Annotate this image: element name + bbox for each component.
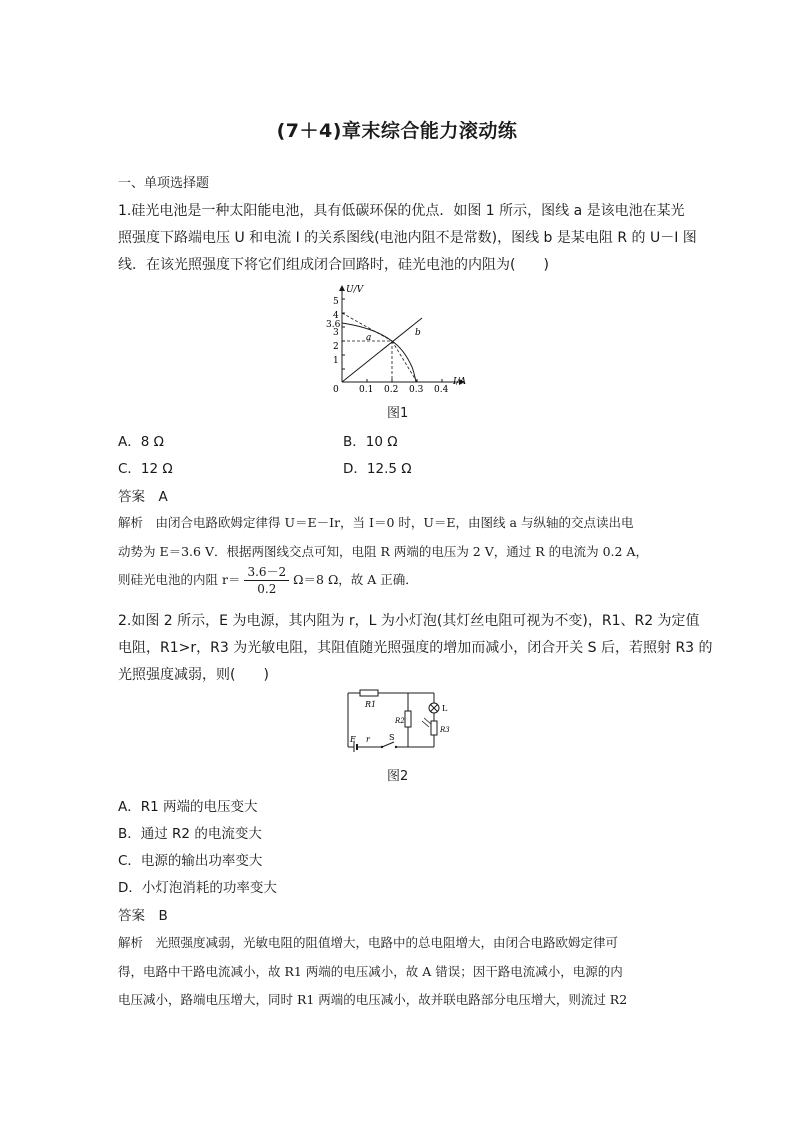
q1-analysis-line-1: 解析 由闭合电路欧姆定律得 U＝E－Ir，当 I＝0 时，U＝E，由图线 a 与纵轴的交点读出电 (118, 515, 634, 530)
q1-analysis-line-3-suffix: Ω＝8 Ω，故 A 正确． (293, 572, 418, 587)
y-tick-1: 1 (333, 356, 339, 366)
q2-analysis-line-3: 电压减小，路端电压增大，同时 R1 两端的电压减小，故并联电路部分电压增大，则流过 R2 (118, 992, 628, 1007)
figure-1-caption: 图1 (387, 406, 409, 421)
resistor-r2 (405, 711, 411, 727)
figure-1-ui-graph (322, 282, 482, 394)
q2-analysis-line-1: 解析 光照强度减弱，光敏电阻的阻值增大，电路中的总电阻增大，由闭合电路欧姆定律可 (118, 935, 619, 950)
q2-text-line-1: 2.如图 2 所示，E 为电源，其内阻为 r，L 为小灯泡(其灯丝电阻可视为不变)，R1、R2 为定值 (118, 613, 700, 629)
q1-analysis-line-2: 动势为 E＝3.6 V．根据两图线交点可知，电阻 R 两端的电压为 2 V，通过 R 的电流为 0.2 A， (118, 544, 648, 559)
line-b (342, 318, 422, 382)
q1-answer: 答案 A (118, 489, 168, 505)
q2-answer: 答案 B (118, 908, 168, 924)
q2-text-line-2: 电阻，R1>r，R3 为光敏电阻，其阻值随光照强度的增加而减小，闭合开关 S 后，若照射 R3 的 (118, 640, 713, 656)
label-r2: R2 (395, 717, 405, 725)
q1-text-line-2: 照强度下路端电压 U 和电流 I 的关系图线(电池内阻不是常数)，图线 b 是某电阻 R 的 U－I 图 (118, 230, 697, 246)
fraction-denominator: 0.2 (257, 582, 277, 596)
q1-analysis-line-3 (118, 564, 418, 597)
q1-text-line-3: 线．在该光照强度下将它们组成闭合回路时，硅光电池的内阻为( ) (118, 257, 549, 273)
resistance-fraction (244, 564, 289, 597)
x-axis-label: I/A (453, 377, 467, 387)
label-r: r (366, 735, 370, 744)
q2-option-b: B．通过 R2 的电流变大 (118, 826, 262, 842)
y-tick-4: 4 (333, 311, 339, 321)
y-tick-5: 5 (333, 297, 339, 307)
y-axis-label: U/V (346, 285, 364, 295)
q1-option-a: A．8 Ω (118, 434, 164, 450)
q2-analysis-line-2: 得，电路中干路电流减小，故 R1 两端的电压减小，故 A 错误；因干路电流减小，电源的内 (118, 964, 623, 979)
photoresistor-r3 (431, 721, 437, 735)
q2-option-d: D．小灯泡消耗的功率变大 (118, 880, 277, 896)
figure-2-caption: 图2 (387, 769, 409, 784)
x-tick-0-1: 0.1 (359, 385, 374, 394)
tangent-dashed-line-extension (392, 341, 417, 382)
resistor-r1 (360, 690, 378, 696)
section-heading: 一、单项选择题 (118, 176, 210, 191)
y-tick-2: 2 (333, 342, 339, 352)
y-tick-3-6: 3.6 (326, 320, 341, 330)
origin-label: 0 (333, 385, 339, 394)
figure-2-circuit-diagram (340, 685, 460, 757)
q1-analysis-line-3-prefix: 则硅光电池的内阻 r＝ (118, 572, 241, 587)
q2-option-c: C．电源的输出功率变大 (118, 853, 263, 869)
y-tick-3: 3 (333, 328, 339, 338)
label-r3: R3 (440, 726, 450, 734)
curve-a-label: a (366, 333, 372, 343)
q1-option-b: B．10 Ω (343, 434, 398, 450)
label-r1: R1 (365, 700, 377, 709)
q2-option-a: A．R1 两端的电压变大 (118, 799, 258, 815)
x-tick-0-4: 0.4 (434, 385, 449, 394)
fraction-numerator: 3.6－2 (244, 564, 289, 581)
switch-s (382, 742, 394, 747)
x-tick-0-3: 0.3 (409, 385, 424, 394)
q1-option-c: C．12 Ω (118, 461, 173, 477)
label-e: E (350, 735, 356, 744)
q1-option-d: D．12.5 Ω (343, 461, 412, 477)
x-tick-0-2: 0.2 (384, 385, 399, 394)
label-s: S (389, 733, 395, 742)
label-l: L (442, 704, 448, 713)
q1-text-line-1: 1.硅光电池是一种太阳能电池，具有低碳环保的优点．如图 1 所示，图线 a 是该电池在某光 (118, 203, 685, 219)
q2-text-line-3: 光照强度减弱，则( ) (118, 667, 269, 683)
page-title: (7＋4)章末综合能力滚动练 (276, 120, 518, 142)
line-b-label: b (415, 328, 421, 338)
